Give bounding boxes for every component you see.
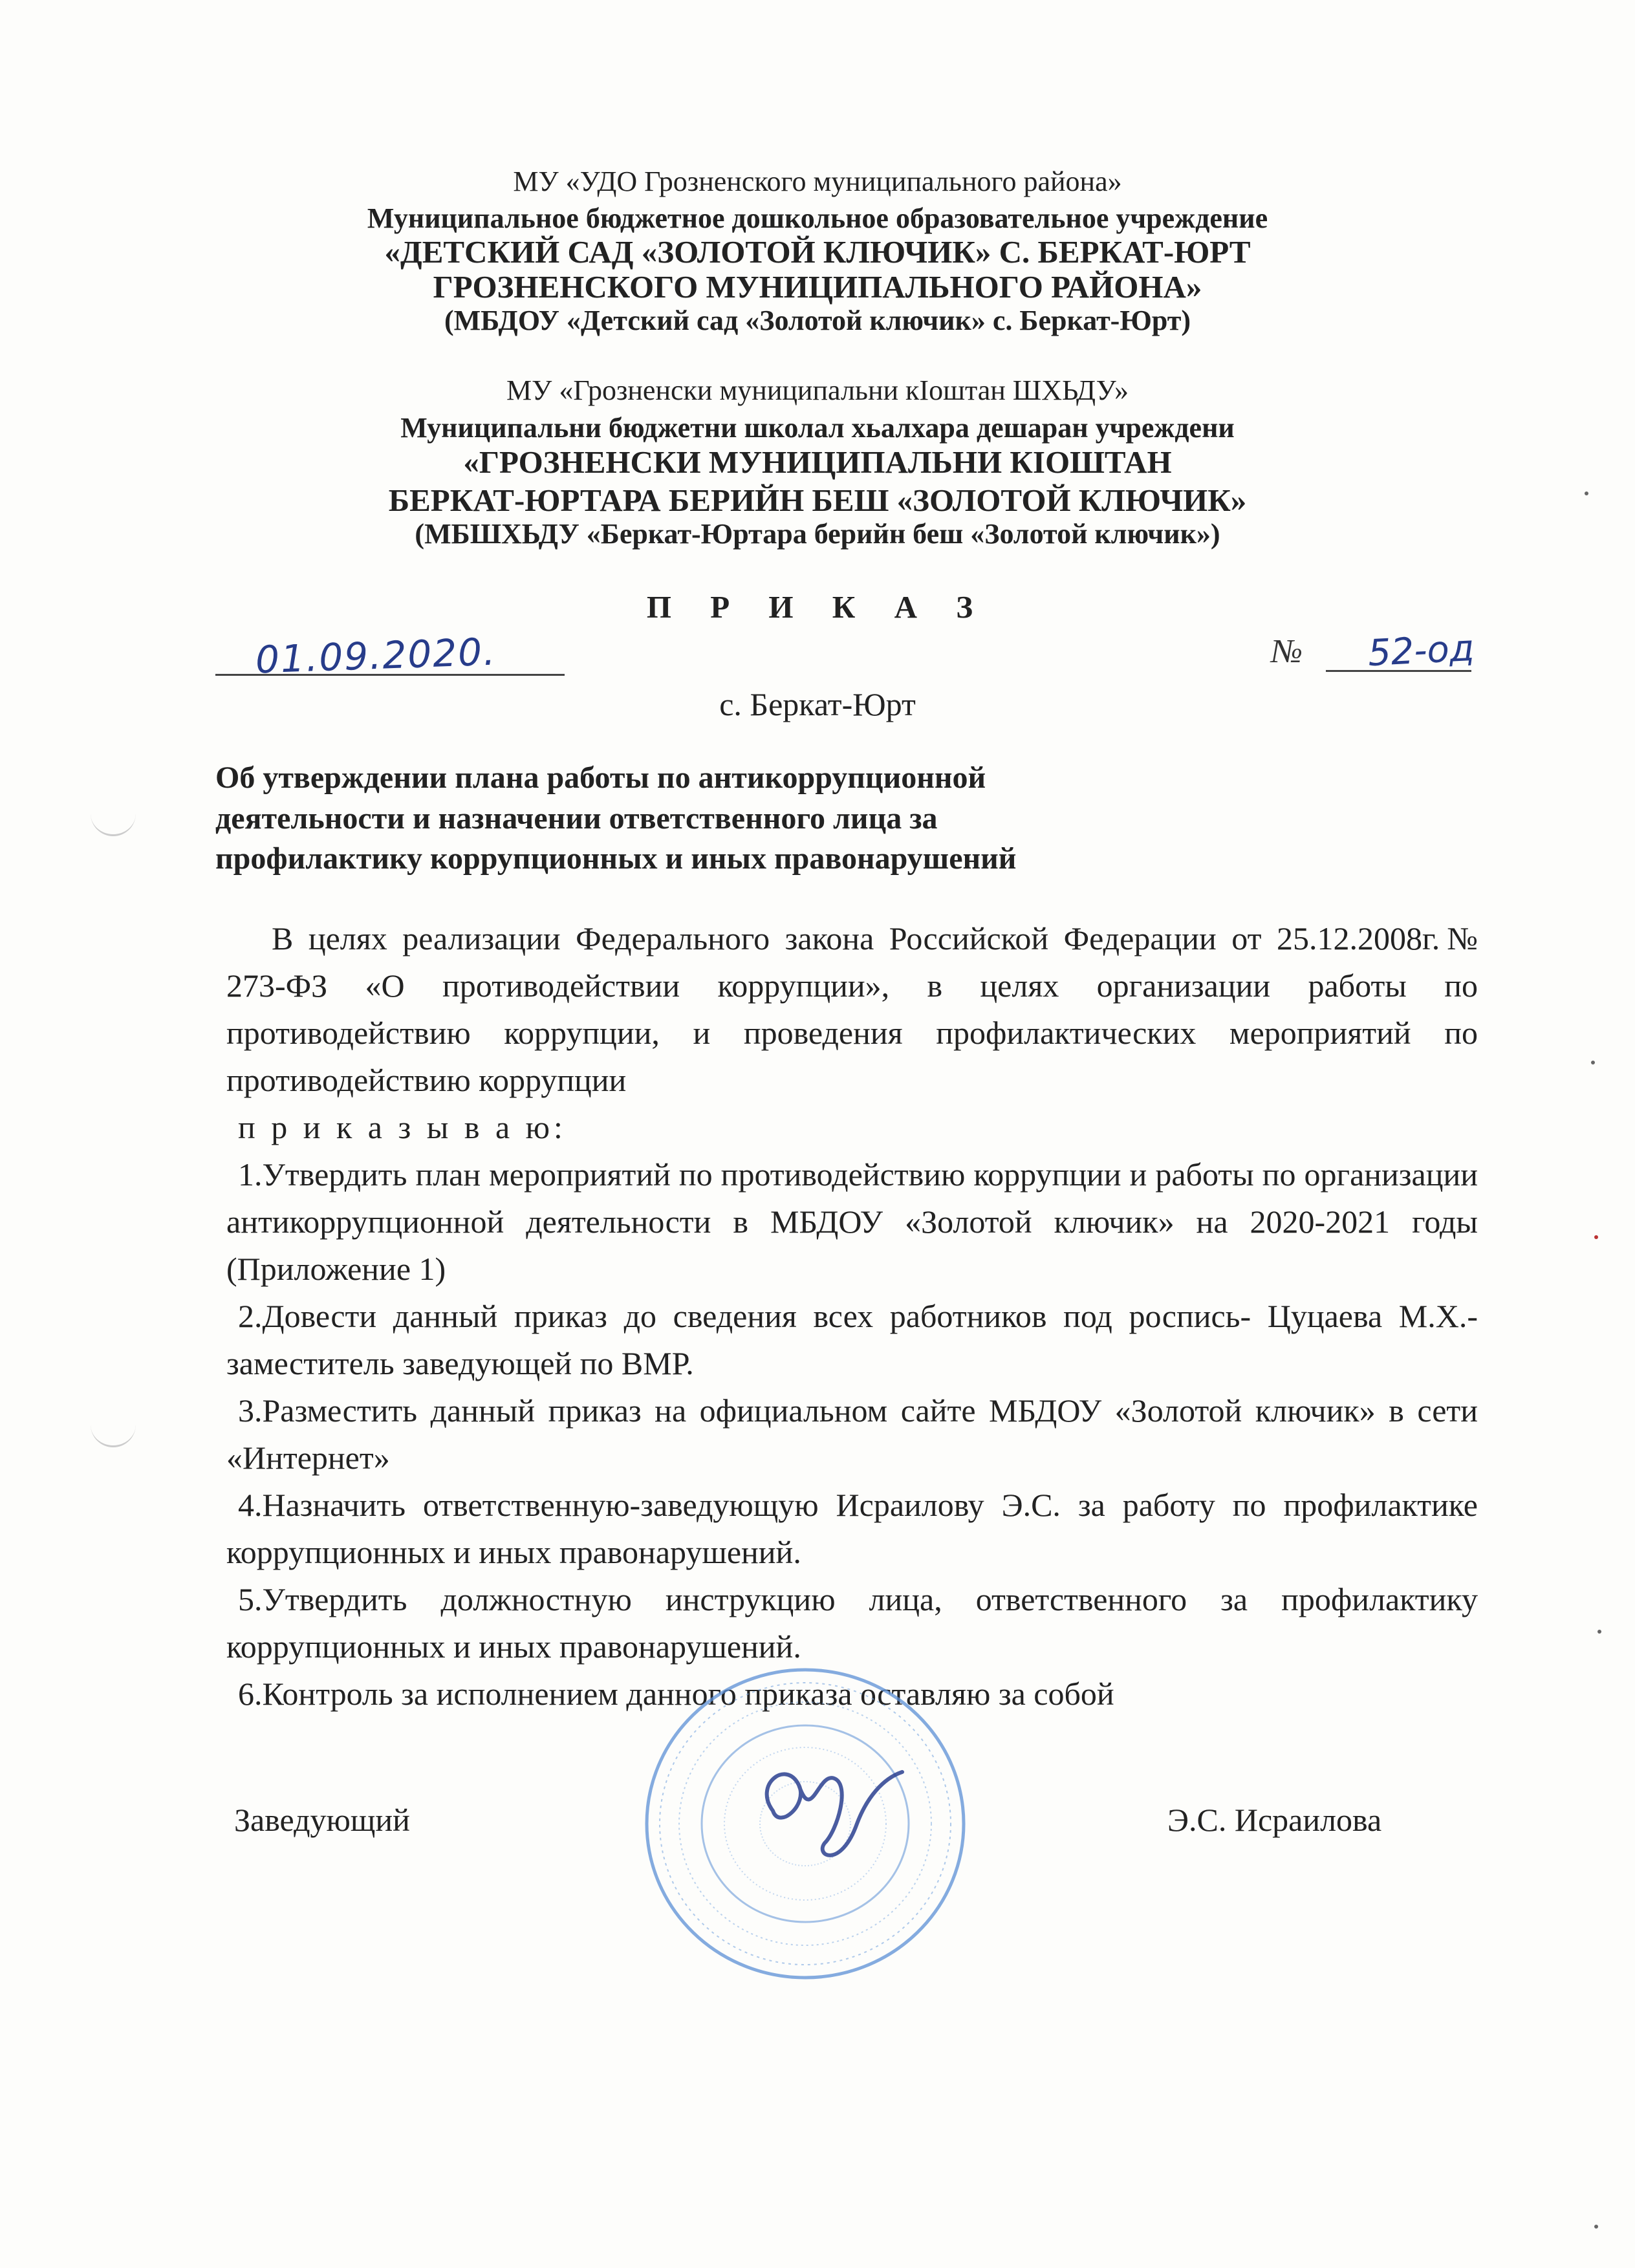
subject-line1: Об утверждении плана работы по антикоррупционной <box>215 761 986 795</box>
header-ru-line3: «ДЕТСКИЙ САД «ЗОЛОТОЙ КЛЮЧИК» С. БЕРКАТ-ЮРТ <box>384 234 1251 270</box>
subject-line3: профилактику коррупционных и иных правонарушений <box>215 841 1017 876</box>
order-item: 2.Довести данный приказ до сведения всех работников под роспись- Цуцаева М.Х.-заместитель заведующей по ВМР. <box>226 1298 1478 1381</box>
header-ce-line2: Муниципальни бюджетни школал хьалхара дешаран учреждени <box>400 412 1235 444</box>
order-number: 52-од <box>1367 627 1476 675</box>
subject-line2: деятельности и назначении ответственного лица за <box>215 801 938 836</box>
scan-speck <box>1591 1061 1595 1064</box>
order-item: 4.Назначить ответственную-заведующую Исраилову Э.С. за работу по профилактике коррупционных и иных правонарушений. <box>226 1487 1478 1570</box>
order-word: п р и к а з ы в а ю: <box>238 1109 567 1145</box>
header-ce-line1: МУ «Грозненски муниципальни кӀоштан ШХЬДУ» <box>506 374 1129 406</box>
order-item: 5.Утвердить должностную инструкцию лица, ответственного за профилактику коррупционных и иных правонарушений. <box>226 1581 1478 1665</box>
order-date: 01.09.2020. <box>254 629 497 682</box>
number-underline <box>1326 670 1471 672</box>
date-underline <box>215 674 565 676</box>
header-ce-line5: (МБШХЬДУ «Беркат-Юртара берийн беш «Золотой ключик») <box>415 518 1220 550</box>
signature-role: Заведующий <box>234 1802 410 1838</box>
scan-speck <box>1594 2225 1598 2229</box>
order-body <box>226 915 1478 1718</box>
header-ru-line2: Муниципальное бюджетное дошкольное образовательное учреждение <box>367 202 1268 234</box>
order-number-label: № <box>1271 633 1303 670</box>
preamble: В целях реализации Федерального закона Российской Федерации от 25.12.2008г.№ 273-ФЗ «О противодействии коррупции», в целях организации работы по противодействию коррупции, и проведения профилактических мероприятий по противодействию коррупции <box>226 920 1478 1098</box>
punch-hole-mark <box>91 812 136 836</box>
punch-hole-mark <box>91 1423 136 1447</box>
header-ce-line3: «ГРОЗНЕНСКИ МУНИЦИПАЛЬНИ КӀОШТАН <box>463 444 1172 480</box>
order-place: с. Беркат-Юрт <box>719 686 916 722</box>
header-ru-line1: МУ «УДО Грозненского муниципального района» <box>513 166 1122 197</box>
order-item: 1.Утвердить план мероприятий по противодействию коррупции и работы по организации антикоррупционной деятельности в МБДОУ «Золотой ключик» на 2020-2021 годы (Приложение 1) <box>226 1156 1478 1287</box>
handwritten-signature <box>728 1733 922 1875</box>
scan-speck <box>1585 491 1588 495</box>
order-item: 6.Контроль за исполнением данного приказа оставляю за собой <box>238 1676 1114 1712</box>
order-item: 3.Разместить данный приказ на официальном сайте МБДОУ «Золотой ключик» в сети «Интернет» <box>226 1392 1478 1476</box>
header-ru-line5: (МБДОУ «Детский сад «Золотой ключик» с. Беркат-Юрт) <box>444 305 1191 336</box>
header-ce-line4: БЕРКАТ-ЮРТАРА БЕРИЙН БЕШ «ЗОЛОТОЙ КЛЮЧИК» <box>388 482 1247 518</box>
header-ru-line4: ГРОЗНЕНСКОГО МУНИЦИПАЛЬНОГО РАЙОНА» <box>433 269 1202 305</box>
signature-name: Э.С. Исраилова <box>1167 1802 1382 1838</box>
order-title: П Р И К А З <box>646 589 989 625</box>
scan-speck <box>1594 1235 1598 1239</box>
scan-speck <box>1597 1630 1601 1634</box>
